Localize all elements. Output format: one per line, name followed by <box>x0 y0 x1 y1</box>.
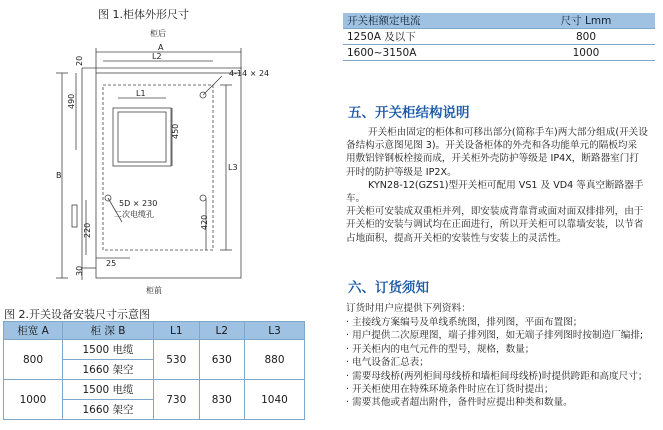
list-item: · 开关柜使用在特殊环境条件时应在订货时提出； <box>346 384 554 396</box>
header-cell: 柜 深 B <box>63 322 154 340</box>
header-cell: L3 <box>245 322 305 340</box>
header-cell: L1 <box>154 322 200 340</box>
table-row <box>4 380 305 400</box>
cabinet-dimension-drawing <box>0 0 300 300</box>
label-cable-hole: 二次电缆孔 <box>114 210 154 219</box>
table-row <box>4 340 305 360</box>
section5-title: 五、开关柜结构说明 <box>348 105 470 121</box>
depth-cell: 1500 电缆 <box>63 380 154 400</box>
figure1-caption: 图 1.柜体外形尺寸 <box>98 8 189 21</box>
list-item: · 用户提供二次原理图，端子排列图，如无端子排列图时按制造厂编排; <box>346 330 644 342</box>
list-item: · 需要其他或者超出附件，备件时应提出种类和数量。 <box>346 397 573 409</box>
table2-header <box>4 322 305 340</box>
label-B: B <box>56 171 62 180</box>
l2-cell: 830 <box>199 380 245 420</box>
section6-title: 六、订货须知 <box>348 280 429 296</box>
paragraph-line: 占地面积，提高开关柜的安装性与安装上的灵活性。 <box>346 232 567 244</box>
label-20: 20 <box>75 55 84 66</box>
header-cell: 开关柜额定电流 <box>343 13 517 29</box>
table-row <box>343 45 655 61</box>
paragraph-line: 备结构示意图见图 3)。开关设备柜体的外壳和各功能单元的隔板均采 <box>346 140 638 152</box>
base-frame <box>103 85 213 250</box>
figure2-caption: 图 2.开关设备安装尺寸示意图 <box>4 308 150 321</box>
depth-cell: 1500 电缆 <box>63 340 154 360</box>
list-item: · 需要母线桥(两列柜间母线桥和墙柜间母线桥)时提供跨距和高度尺寸； <box>346 370 648 382</box>
label-450: 450 <box>171 123 180 139</box>
l1-cell: 530 <box>154 340 200 380</box>
l3-cell: 1040 <box>245 380 305 420</box>
header-cell: 尺寸 Lmm <box>517 13 655 29</box>
label-front: 柜前 <box>146 286 162 295</box>
width-cell: 1000 <box>4 380 63 420</box>
list-item: · 开关柜内的电气元件的型号，规格，数量； <box>346 343 535 355</box>
depth-cell: 1660 架空 <box>63 400 154 420</box>
order-intro: 订货时用户应提供下列资料： <box>346 303 471 314</box>
paragraph-line: KYN28-12(GZS1)型开关柜可配用 VS1 及 VD4 等真空断路器手车。 <box>346 179 644 205</box>
header-cell: 柜宽 A <box>4 322 63 340</box>
window-rect <box>113 108 171 166</box>
section5-body <box>346 126 658 245</box>
size-cell: 800 <box>517 29 655 45</box>
paragraph-line: 开时的防护等级是 IP2X。 <box>346 166 457 178</box>
paragraph-line: 开关柜的安装与调试均在正面进行，所以开关柜可以靠墙安装，以节省 <box>346 219 644 231</box>
label-back: 柜后 <box>150 29 166 38</box>
label-A: A <box>158 43 164 52</box>
order-list <box>346 316 660 410</box>
l1-cell: 730 <box>154 380 200 420</box>
current-cell: 1250A 及以下 <box>343 29 517 45</box>
label-holes: 4-14 × 24 <box>229 69 270 78</box>
l2-cell: 630 <box>199 340 245 380</box>
table1-header <box>343 13 655 29</box>
label-25: 25 <box>106 259 117 268</box>
label-490: 490 <box>67 93 76 109</box>
label-L2: L2 <box>152 52 162 61</box>
list-item: · 主接线方案编号及单线系统图，排列图，平面布置图； <box>346 317 583 328</box>
install-dimension-table <box>3 321 305 420</box>
label-420: 420 <box>200 214 209 230</box>
current-cell: 1600~3150A <box>343 45 517 61</box>
list-item: · 电气设备汇总表； <box>346 357 429 369</box>
paragraph-line: 开关柜由固定的柜体和可移出部分(简称手车)两大部分组成(开关设 <box>368 127 648 138</box>
cabinet-outline <box>96 73 241 278</box>
l3-cell: 880 <box>245 340 305 380</box>
width-cell: 800 <box>4 340 63 380</box>
label-L3: L3 <box>228 163 238 172</box>
paragraph-line: 开关柜可安装成双重柜并列，即安装成背靠背或面对面双排排列，由于 <box>346 206 644 218</box>
paragraph-line: 用敷铝锌钢板栓接而成，开关柜外壳防护等级是 IP4X，断路器室门打 <box>346 153 639 165</box>
header-cell: L2 <box>199 322 245 340</box>
label-30: 30 <box>75 265 84 276</box>
label-220: 220 <box>83 222 92 238</box>
cable-slot <box>72 205 77 227</box>
depth-cell: 1660 架空 <box>63 360 154 380</box>
table-row <box>343 29 655 45</box>
label-L1: L1 <box>136 89 146 98</box>
label-slot: 5D × 230 <box>119 199 158 208</box>
rated-current-table <box>343 13 655 61</box>
size-cell: 1000 <box>517 45 655 61</box>
